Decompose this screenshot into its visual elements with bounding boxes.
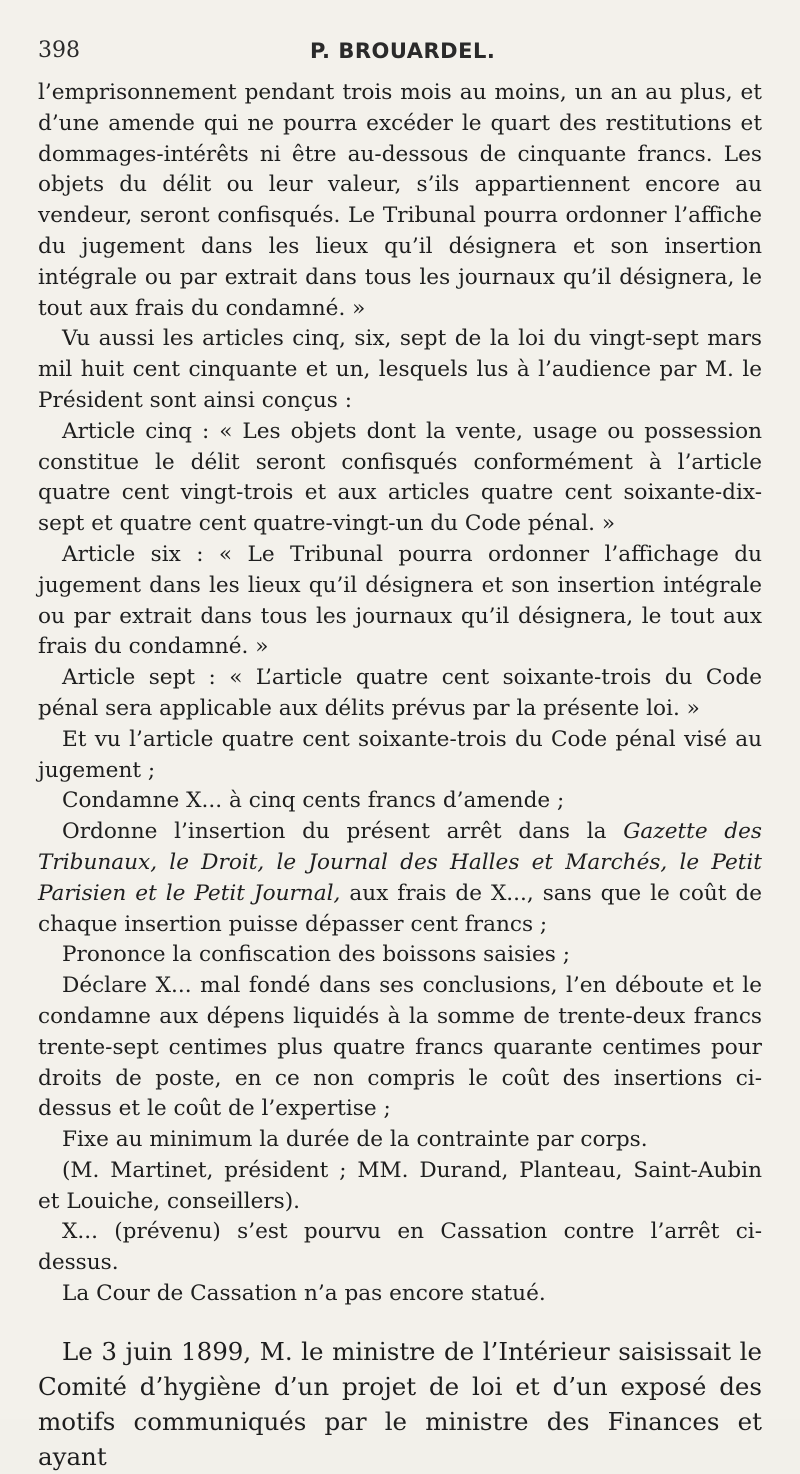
paragraph-article-cinq: Article cinq : « Les objets dont la vente, usage ou possession constitue le délit seront confisqués conformément à l’article quatre cent vingt-trois et aux articles quatre cent soixante-dix-sept et quatre cent quatre-vingt-un du Code pénal. » — [38, 418, 762, 537]
running-head: P. BROUARDEL. — [310, 39, 496, 63]
paragraph-ordonne — [38, 817, 762, 940]
paragraph-fixe: Fixe au minimum la durée de la contrainte par corps. — [62, 1127, 648, 1153]
paragraph-pourvoi: X... (prévenu) s’est pourvu en Cassation contre l’arrêt ci-dessus. — [38, 1219, 762, 1276]
paragraph-vu-aussi: Vu aussi les articles cinq, six, sept de la loi du vingt-sept mars mil huit cent cinquante et un, lesquels lus à l’audience par M. le Président sont ainsi conçus : — [38, 326, 762, 413]
paragraph-court-members: (M. Martinet, président ; MM. Durand, Planteau, Saint-Aubin et Louiche, conseillers). — [38, 1157, 762, 1214]
paragraph-cour-cassation: La Cour de Cassation n’a pas encore statué. — [62, 1281, 546, 1307]
paragraph-et-vu: Et vu l’article quatre cent soixante-trois du Code pénal visé au jugement ; — [38, 726, 762, 783]
page-number: 398 — [38, 38, 80, 63]
paragraph-article-sept: Article sept : « L’article quatre cent soixante-trois du Code pénal sera applicable aux délits prévus par la présente loi. » — [38, 665, 762, 721]
paragraph-large-final: Le 3 juin 1899, M. le ministre de l’Intérieur saisissait le Comité d’hygiène d’un projet de loi et d’un exposé des motifs communiqués par le ministre des Finances et ayant — [38, 1336, 762, 1471]
body-text — [38, 78, 762, 1310]
paragraph-continuation: l’emprisonnement pendant trois mois au moins, un an au plus, et d’une amende qui ne pourra excéder le quart des restitutions et dommages-intérêts ni être au-dessous de cinquante francs. Les objets du délit ou leur valeur, s’ils appartiennent encore au vendeur, seront confisqués. Le Tribunal pourra ordonner l’affiche du jugement dans les lieux qu’il désignera et son insertion intégrale ou par extrait dans tous les journaux qu’il désignera, le tout aux frais du condamné. » — [38, 80, 762, 321]
ordonne-text-after: aux frais de X..., sans que le coût de chaque insertion puisse dépasser cent francs ; — [38, 880, 762, 937]
paragraph-prononce: Prononce la confiscation des boissons saisies ; — [62, 942, 571, 968]
paragraph-declare: Déclare X... mal fondé dans ses conclusions, l’en déboute et le condamne aux dépens liquidés à la somme de trente-deux francs trente-sept centimes plus quatre francs quarante centimes pour droits de poste, en ce non compris le coût des insertions ci-dessus et le coût de l’expertise ; — [38, 973, 762, 1122]
newspaper-titles: Gazette des Tribunaux, le Droit, le Journal des Halles et Marchés, le Petit Parisien et le Petit Journal, — [38, 819, 762, 906]
ordonne-text-before: Ordonne l’insertion du présent arrêt dans la — [62, 819, 624, 845]
paragraph-condamne: Condamne X... à cinq cents francs d’amende ; — [62, 788, 565, 814]
paragraph-article-six: Article six : « Le Tribunal pourra ordonner l’affichage du jugement dans les lieux qu’il désignera et son insertion intégrale ou par extrait dans tous les journaux qu’il désignera, le tout aux frais du condamné. » — [38, 541, 762, 660]
page-header — [38, 30, 762, 78]
